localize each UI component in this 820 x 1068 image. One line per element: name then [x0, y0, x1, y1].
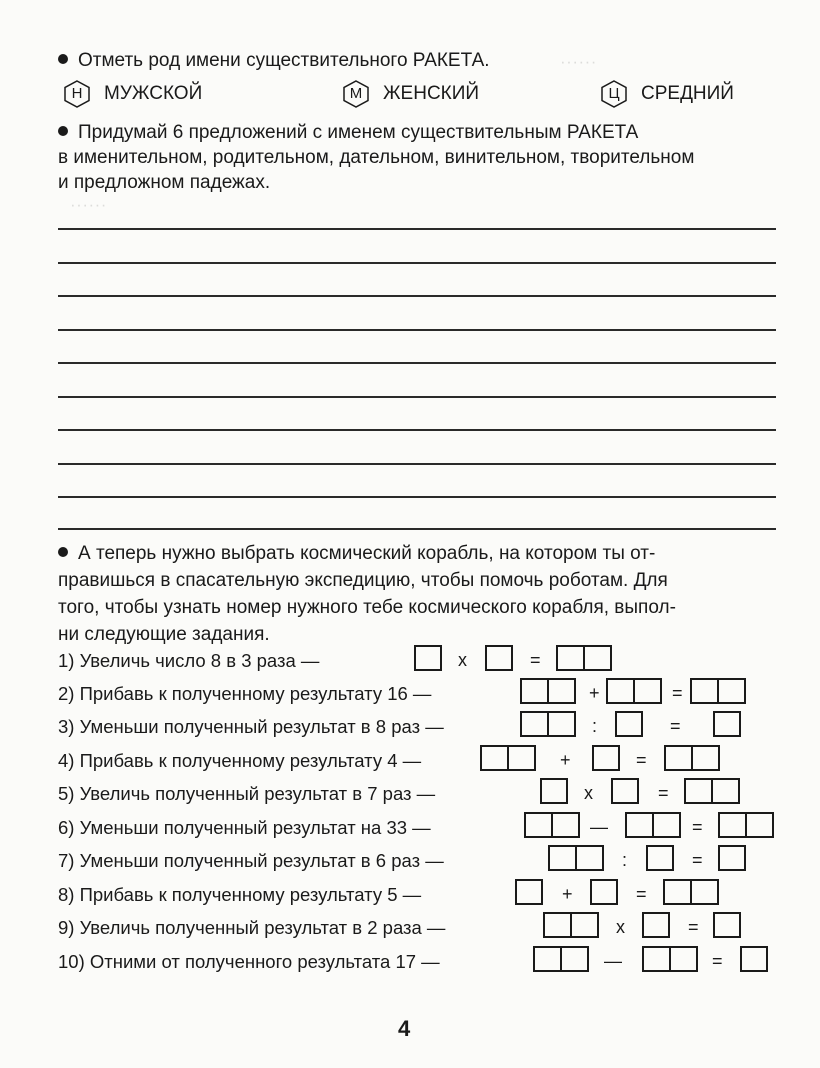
answer-box-two-digit[interactable]	[520, 678, 576, 704]
writing-line[interactable]	[58, 262, 776, 264]
hexagon-letter-icon	[601, 80, 627, 108]
answer-box-two-digit[interactable]	[548, 845, 604, 871]
answer-box[interactable]	[414, 645, 442, 671]
answer-box[interactable]	[718, 845, 746, 871]
equals-sign: =	[636, 884, 647, 904]
answer-box[interactable]	[713, 711, 741, 737]
task-8-text: 8) Прибавь к полученному результату 5 —	[58, 884, 422, 905]
answer-box[interactable]	[642, 912, 670, 938]
writing-line[interactable]	[58, 362, 776, 364]
answer-box-two-digit[interactable]	[663, 879, 719, 905]
option-label: МУЖСКОЙ	[104, 83, 203, 104]
answer-box[interactable]	[713, 912, 741, 938]
operator-sign: x	[616, 917, 625, 937]
answer-box[interactable]	[590, 879, 618, 905]
writing-line[interactable]	[58, 228, 776, 230]
answer-box-two-digit[interactable]	[690, 678, 746, 704]
answer-box[interactable]	[615, 711, 643, 737]
operator-sign: x	[584, 783, 593, 803]
writing-line[interactable]	[58, 528, 776, 530]
instruction-line: в именительном, родительном, дательном, винительном, творительном	[58, 147, 695, 168]
spaceship-instruction	[58, 540, 776, 648]
hexagon-letter-icon	[343, 80, 369, 108]
bullet-icon	[58, 547, 68, 557]
operator-sign: :	[592, 716, 598, 736]
writing-line[interactable]	[58, 429, 776, 431]
operator-sign: —	[604, 951, 622, 971]
instruction-line: и предложном падежах.	[58, 172, 271, 193]
answer-box-two-digit[interactable]	[625, 812, 681, 838]
answer-box[interactable]	[646, 845, 674, 871]
equals-sign: =	[692, 850, 703, 870]
operator-sign: +	[589, 683, 600, 703]
answer-box-two-digit[interactable]	[556, 645, 612, 671]
task-7-text: 7) Уменьши полученный результат в 6 раз —	[58, 850, 444, 871]
equals-sign: =	[636, 750, 647, 770]
instruction-line: А теперь нужно выбрать космический корабль, на котором ты от-	[78, 543, 656, 564]
answer-box-two-digit[interactable]	[664, 745, 720, 771]
answer-box-two-digit[interactable]	[718, 812, 774, 838]
writing-line[interactable]	[58, 329, 776, 331]
answer-box-two-digit[interactable]	[684, 778, 740, 804]
equals-sign: =	[692, 817, 703, 837]
answer-box-two-digit[interactable]	[480, 745, 536, 771]
answer-box[interactable]	[611, 778, 639, 804]
equals-sign: =	[530, 650, 541, 670]
answer-box[interactable]	[485, 645, 513, 671]
operator-sign: +	[560, 750, 571, 770]
option-letter: Ц	[608, 85, 620, 102]
task-10-text: 10) Отними от полученного результата 17 —	[58, 951, 440, 972]
option-neuter[interactable]	[601, 80, 734, 108]
writing-line[interactable]	[58, 496, 776, 498]
task-9-text: 9) Увеличь полученный результат в 2 раза —	[58, 917, 446, 938]
page-number: 4	[398, 1016, 411, 1041]
task-3-text: 3) Уменьши полученный результат в 8 раз —	[58, 716, 444, 737]
option-label: ЖЕНСКИЙ	[383, 83, 480, 104]
operator-sign: :	[622, 850, 628, 870]
writing-line[interactable]	[58, 396, 776, 398]
answer-box-two-digit[interactable]	[524, 812, 580, 838]
task-1-text: 1) Увеличь число 8 в 3 раза —	[58, 650, 320, 671]
task-5-text: 5) Увеличь полученный результат в 7 раз —	[58, 783, 436, 804]
answer-box[interactable]	[515, 879, 543, 905]
writing-line[interactable]	[58, 295, 776, 297]
gender-instruction	[58, 48, 490, 73]
answer-box-two-digit[interactable]	[642, 946, 698, 972]
bleed-through: ······	[560, 52, 597, 71]
bleed-through: ······	[70, 195, 107, 214]
option-letter: Н	[71, 85, 83, 102]
equals-sign: =	[658, 783, 669, 803]
answer-box-two-digit[interactable]	[533, 946, 589, 972]
answer-box-two-digit[interactable]	[520, 711, 576, 737]
instruction-line: правишься в спасательную экспедицию, чтобы помочь роботам. Для	[58, 570, 668, 591]
task-4-text: 4) Прибавь к полученному результату 4 —	[58, 750, 422, 771]
operator-sign: —	[590, 817, 608, 837]
hexagon-letter-icon	[64, 80, 90, 108]
equals-sign: =	[670, 716, 681, 736]
answer-box-two-digit[interactable]	[543, 912, 599, 938]
operator-sign: +	[562, 884, 573, 904]
option-letter: М	[349, 85, 363, 102]
task-2-text: 2) Прибавь к полученному результату 16 —	[58, 683, 432, 704]
task-6-text: 6) Уменьши полученный результат на 33 —	[58, 817, 431, 838]
instruction-text: Отметь род имени существительного РАКЕТА.	[78, 50, 490, 71]
answer-box-two-digit[interactable]	[606, 678, 662, 704]
option-feminine[interactable]	[343, 80, 479, 108]
equals-sign: =	[712, 951, 723, 971]
equals-sign: =	[688, 917, 699, 937]
option-masculine[interactable]	[64, 80, 202, 108]
bullet-icon	[58, 54, 68, 64]
option-label: СРЕДНИЙ	[641, 83, 734, 104]
operator-sign: x	[458, 650, 467, 670]
instruction-line: Придумай 6 предложений с именем существительным РАКЕТА	[78, 122, 639, 143]
answer-box[interactable]	[592, 745, 620, 771]
equals-sign: =	[672, 683, 683, 703]
answer-box[interactable]	[540, 778, 568, 804]
instruction-line: ни следующие задания.	[58, 624, 270, 645]
sentences-instruction	[58, 120, 776, 195]
instruction-line: того, чтобы узнать номер нужного тебе космического корабля, выпол-	[58, 597, 676, 618]
bullet-icon	[58, 126, 68, 136]
writing-line[interactable]	[58, 463, 776, 465]
answer-box[interactable]	[740, 946, 768, 972]
